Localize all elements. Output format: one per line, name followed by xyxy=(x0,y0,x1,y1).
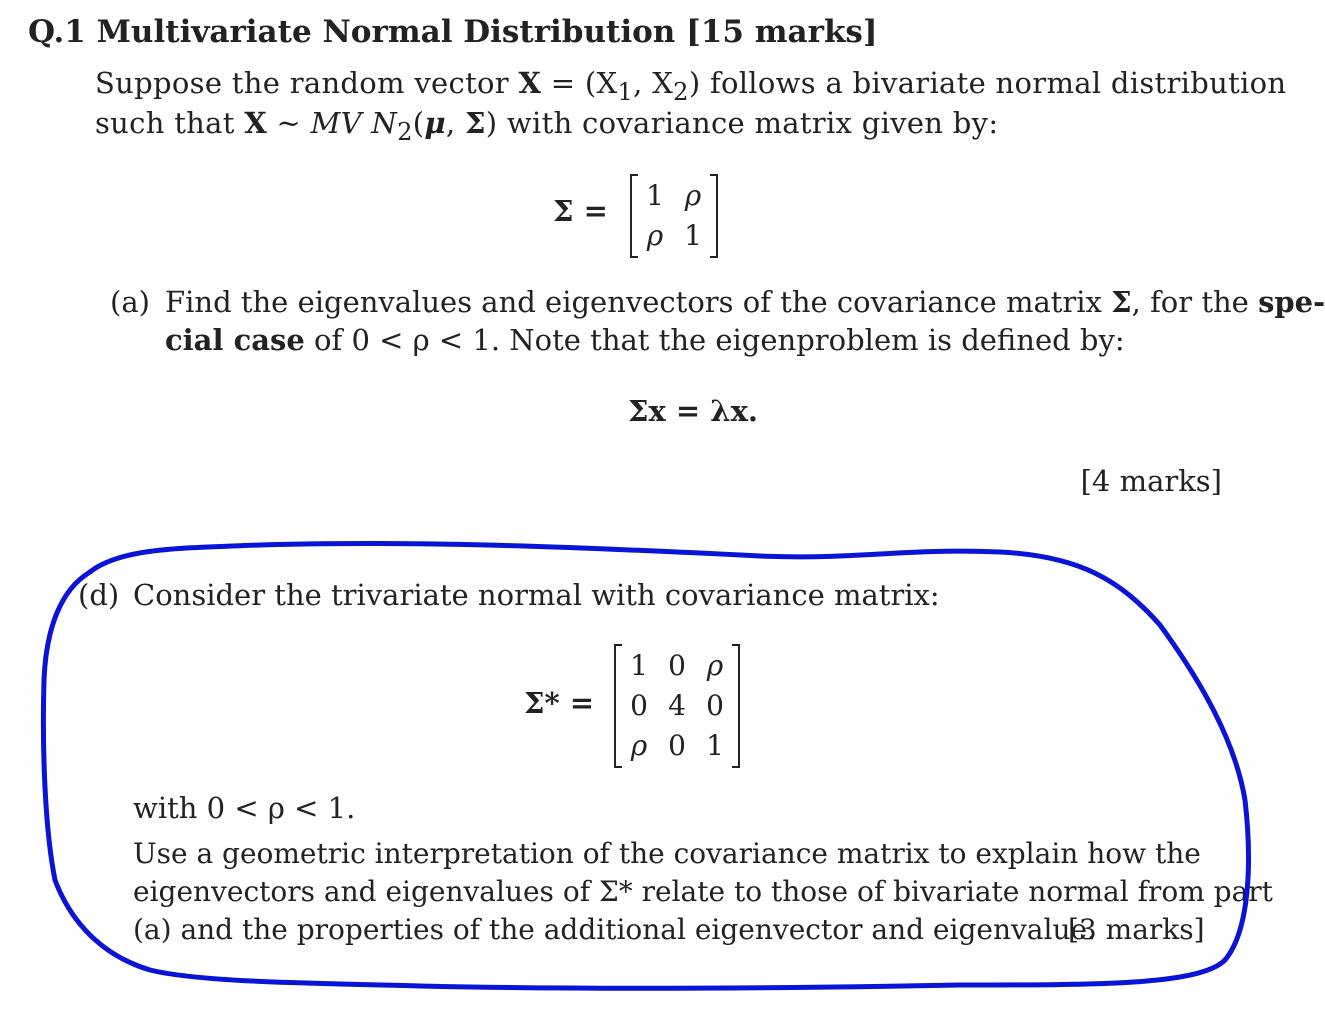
part-a-marks: [4 marks] xyxy=(1080,464,1222,498)
intro-text: = (X xyxy=(541,66,618,100)
sigma-lhs: Σ = xyxy=(553,194,608,228)
part-a-text: , for the xyxy=(1131,285,1259,319)
part-d-label: (d) xyxy=(78,578,120,612)
part-d-condition: with 0 < ρ < 1. xyxy=(133,791,356,825)
part-a-label: (a) xyxy=(110,285,150,319)
matrix-cell: ρ xyxy=(684,179,702,212)
mvn-symbol: MV N xyxy=(310,106,398,140)
intro-text: ) with covariance matrix given by: xyxy=(485,106,999,140)
intro-text: such that xyxy=(95,106,245,140)
part-d-intro: Consider the trivariate normal with covariance matrix: xyxy=(133,578,940,612)
matrix-cell: 1 xyxy=(684,219,702,252)
matrix-cell: 1 xyxy=(706,729,724,762)
part-a-text: of 0 < ρ < 1. Note that the eigenproblem is defined by: xyxy=(304,323,1125,357)
intro-text: Suppose the random vector xyxy=(95,66,519,100)
vector-x: X xyxy=(518,66,542,100)
matrix-cell: 0 xyxy=(706,689,724,722)
part-a-text: Find the eigenvalues and eigenvectors of the covariance matrix xyxy=(165,285,1112,319)
subscript: 1 xyxy=(617,77,634,106)
intro-text: , xyxy=(445,106,465,140)
part-d-line-1: Use a geometric interpretation of the covariance matrix to explain how the xyxy=(133,837,1201,870)
part-a-bold-text: spe- xyxy=(1258,285,1325,319)
subscript: 2 xyxy=(673,77,689,106)
matrix-cell: ρ xyxy=(706,649,724,682)
eigen-equation: Σx = λx. xyxy=(628,394,759,428)
matrix-cell: ρ xyxy=(646,219,664,252)
intro-text: ~ xyxy=(267,106,311,140)
matrix-cell: 1 xyxy=(646,179,664,212)
matrix-cell: 0 xyxy=(668,729,686,762)
matrix-cell: 4 xyxy=(668,689,686,722)
mu-symbol: μ xyxy=(424,106,446,140)
intro-text: ) follows a bivariate normal distribution xyxy=(688,66,1287,100)
intro-text: , X xyxy=(633,66,674,100)
matrix-cell: 1 xyxy=(630,649,648,682)
matrix-cell: 0 xyxy=(668,649,686,682)
sigma-symbol: Σ xyxy=(464,106,486,140)
part-d-marks: [3 marks] xyxy=(1068,913,1205,946)
matrix-cell: 0 xyxy=(630,689,648,722)
subscript: 2 xyxy=(397,117,413,146)
question-heading: Q.1 Multivariate Normal Distribution [15 marks] xyxy=(28,14,878,50)
sigma-star-lhs: Σ* = xyxy=(524,686,595,720)
part-a-bold-text: cial case xyxy=(165,323,305,357)
sigma-symbol: Σ xyxy=(1111,285,1132,319)
part-d-line-2: eigenvectors and eigenvalues of Σ* relate to those of bivariate normal from part xyxy=(133,875,1273,908)
matrix-cell: ρ xyxy=(630,729,648,762)
vector-x: X xyxy=(244,106,268,140)
intro-text: ( xyxy=(412,106,425,140)
part-d-line-3: (a) and the properties of the additional eigenvector and eigenvalue. xyxy=(133,913,1096,946)
